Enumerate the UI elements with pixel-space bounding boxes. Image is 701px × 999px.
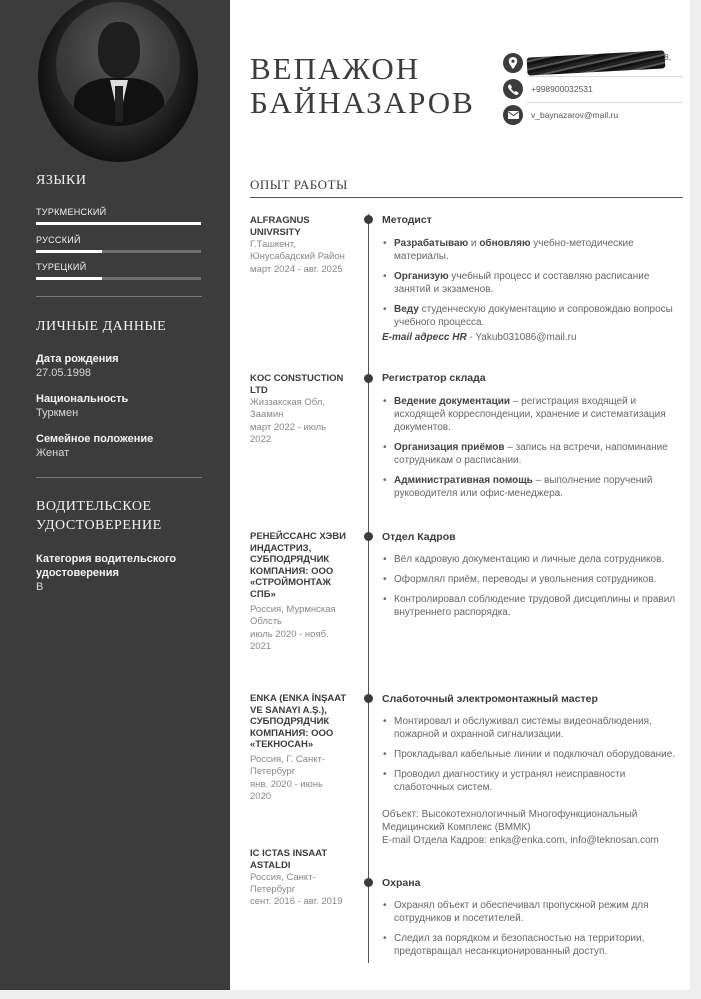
timeline-dot xyxy=(364,878,373,887)
company-line: KOC CONSTUCTION xyxy=(250,373,344,384)
location-line: Россия, Санкт- xyxy=(250,872,316,883)
period-line: янв. 2020 - июнь xyxy=(250,779,323,790)
mail-icon xyxy=(503,105,523,125)
job-company xyxy=(250,531,354,600)
company-line: ASTALDI xyxy=(250,859,291,871)
redacted-address xyxy=(527,50,666,75)
timeline-dot xyxy=(364,532,373,541)
period-line: март 2022 - июль xyxy=(250,422,327,433)
job-location xyxy=(250,604,354,627)
company-line: КОМПАНИЯ: ООО xyxy=(250,727,334,739)
job-role: Слаботочный электромонтажный мастер xyxy=(382,693,598,705)
personal-data-heading: ЛИЧНЫЕ ДАННЫЕ xyxy=(36,319,167,334)
sidebar-divider xyxy=(36,296,202,297)
note-line: Объект: Высокотехнологичный Многофункциональный xyxy=(382,809,638,820)
note-line: Медицинский Комплекс (ВММК) xyxy=(382,822,531,833)
experience-rule xyxy=(250,197,683,198)
nationality-label: Национальность xyxy=(36,393,129,405)
license-category-value: В xyxy=(36,581,44,593)
location-line: Г.Ташкент, xyxy=(250,239,296,250)
job-location xyxy=(250,754,354,777)
photo-head xyxy=(98,22,140,78)
company-line: UNIVRSITY xyxy=(250,226,301,238)
language-name: ТУРКМЕНСКИЙ xyxy=(36,207,107,217)
language-item xyxy=(36,262,201,280)
hr-email-value: - Yakub031086@mail.ru xyxy=(466,332,577,343)
period-line: март 2024 - авг. 2025 xyxy=(250,264,343,275)
language-item xyxy=(36,235,201,253)
timeline-dot xyxy=(364,694,373,703)
job-period xyxy=(250,422,354,445)
job-company xyxy=(250,693,354,751)
contact-divider xyxy=(527,102,683,103)
job-duties xyxy=(382,715,682,801)
duty-item: • Контролировал соблюдение трудовой дисциплины и правил внутреннего распорядка. xyxy=(382,593,682,619)
location-line: Заамин xyxy=(250,408,284,420)
job-role: Охрана xyxy=(382,877,421,889)
address-tail: 8, xyxy=(664,52,672,62)
last-name: БАЙНАЗАРОВ xyxy=(250,85,475,120)
job-duties xyxy=(382,237,682,336)
company-line: ИНДАСТРИЗ, xyxy=(250,542,312,554)
company-line: IC ICTAS INSAAT xyxy=(250,848,328,859)
job-period xyxy=(250,896,354,908)
duty-item: • Охранял объект и обеспечивал пропускной режим для сотрудников и посетителей. xyxy=(382,899,682,925)
company-line: «ТЕКНОСАН» xyxy=(250,739,314,750)
location-line: Петербург xyxy=(250,765,296,777)
hr-email-note xyxy=(382,331,682,344)
job-company xyxy=(250,215,354,238)
duty-item: • Ведение документации – регистрация входящей и исходящей корреспонденции, хранение и систематизация документов. xyxy=(382,395,682,434)
period-line: 2020 xyxy=(250,790,272,802)
job-duties xyxy=(382,899,682,965)
period-line: сент. 2016 - авг. 2019 xyxy=(250,896,343,907)
phone-icon xyxy=(503,79,523,99)
hr-email-label: E-mail адресс HR xyxy=(382,332,467,343)
job-location xyxy=(250,872,354,895)
phone-number: +998900032531 xyxy=(531,84,593,94)
language-level-bar xyxy=(36,277,201,280)
job-role: Регистратор склада xyxy=(382,372,486,384)
marital-status-label: Семейное положение xyxy=(36,433,154,445)
job-role: Методист xyxy=(382,214,432,226)
period-line: 2021 xyxy=(250,640,272,652)
location-line: Облсть xyxy=(250,615,282,627)
duty-item: • Организация приёмов – запись на встречи, напоминание сотрудникам о расписании. xyxy=(382,441,682,467)
job-location xyxy=(250,239,354,262)
email-address: v_baynazarov@mail.ru xyxy=(531,110,619,120)
period-line: 2022 xyxy=(250,433,272,445)
timeline-dot xyxy=(364,215,373,224)
company-line: СУБПОДРЯДЧИК xyxy=(250,554,330,565)
location-line: Жиззакская Обл, xyxy=(250,397,325,408)
language-level-fill xyxy=(36,222,201,225)
location-line: Россия, Г. Санкт- xyxy=(250,754,325,765)
company-line: КОМПАНИЯ: ООО xyxy=(250,565,334,577)
profile-photo xyxy=(38,0,198,162)
location-line: Петербург xyxy=(250,883,296,895)
language-name: ТУРЕЦКИЙ xyxy=(36,262,87,272)
duty-item: • Следил за порядком и безопасностью на территории, предотвращал несанкционированный доступ. xyxy=(382,932,682,958)
nationality-value: Туркмен xyxy=(36,407,79,419)
period-line: июль 2020 - нояб. xyxy=(250,629,329,640)
language-level-fill xyxy=(36,277,102,280)
duty-item: • Веду студенческую документацию и сопровождаю вопросы учебного процесса. xyxy=(382,303,682,329)
note-line: E-mail Отдела Кадров: enka@enka.com, info@teknosan.com xyxy=(382,835,659,846)
job-period xyxy=(250,629,354,652)
contact-divider xyxy=(527,76,683,77)
photo-tie xyxy=(115,86,123,122)
duty-item: • Проводил диагностику и устранял неисправности слаботочных систем. xyxy=(382,768,682,794)
first-name: ВЕПАЖОН xyxy=(250,51,421,86)
contact-email xyxy=(503,105,618,125)
full-name xyxy=(250,52,475,120)
language-name: РУССКИЙ xyxy=(36,235,81,245)
duty-item: • Прокладывал кабельные линии и подключал оборудование. xyxy=(382,748,682,761)
birthdate-label: Дата рождения xyxy=(36,353,119,365)
license-category-label-cont: удостоверения xyxy=(36,567,119,579)
photo-portrait xyxy=(56,2,180,126)
duty-item: • Монтировал и обслуживал системы видеонаблюдения, пожарной и охранной сигнализации. xyxy=(382,715,682,741)
job-duties xyxy=(382,553,682,626)
company-line: VE SANAYI A.Ş.), xyxy=(250,704,327,716)
language-level-bar xyxy=(36,250,201,253)
company-line: «СТРОЙМОНТАЖ xyxy=(250,577,331,588)
birthdate-value: 27.05.1998 xyxy=(36,367,92,379)
duty-item: • Организую учебный процесс и составляю расписание занятий и экзаменов. xyxy=(382,270,682,296)
language-item xyxy=(36,207,201,225)
company-line: СПБ» xyxy=(250,588,276,600)
license-heading-line2: УДОСТОВЕРЕНИЕ xyxy=(36,518,162,533)
license-category-label: Категория водительского xyxy=(36,553,177,565)
job-role: Отдел Кадров xyxy=(382,531,456,543)
company-line: LTD xyxy=(250,384,268,396)
sidebar-divider xyxy=(36,477,202,478)
duty-item: • Административная помощь – выполнение поручений руководителя или офис-менеджера. xyxy=(382,474,682,500)
duty-item: • Оформлял приём, переводы и увольнения сотрудников. xyxy=(382,573,682,586)
duty-item: • Вёл кадровую документацию и личные дела сотрудников. xyxy=(382,553,682,566)
duty-item: • Разрабатываю и обновляю учебно-методические материалы. xyxy=(382,237,682,263)
project-note xyxy=(382,808,682,847)
location-line: Юнусабадский Район xyxy=(250,250,345,262)
company-line: РЕНЕЙССАНС ХЭВИ xyxy=(250,531,346,542)
company-line: ALFRAGNUS xyxy=(250,215,310,226)
company-line: ENKA (ENKA İNŞAAT xyxy=(250,693,347,704)
contact-phone xyxy=(503,79,593,99)
marital-status-value: Женат xyxy=(36,447,70,459)
job-period xyxy=(250,264,354,276)
job-location xyxy=(250,397,354,420)
timeline-dot xyxy=(364,374,373,383)
location-line: Россия, Мурмнская xyxy=(250,604,336,615)
job-company xyxy=(250,848,354,871)
license-heading-line1: ВОДИТЕЛЬСКОЕ xyxy=(36,499,152,514)
experience-heading: ОПЫТ РАБОТЫ xyxy=(250,177,348,192)
languages-heading: ЯЗЫКИ xyxy=(36,173,87,188)
timeline-line xyxy=(368,214,369,963)
contact-address xyxy=(503,53,523,73)
language-level-fill xyxy=(36,250,102,253)
language-level-bar xyxy=(36,222,201,225)
location-pin-icon xyxy=(503,53,523,73)
job-period xyxy=(250,779,354,802)
job-duties xyxy=(382,395,682,507)
job-company xyxy=(250,373,354,396)
sidebar xyxy=(0,0,230,990)
company-line: СУБПОДРЯДЧИК xyxy=(250,716,330,727)
